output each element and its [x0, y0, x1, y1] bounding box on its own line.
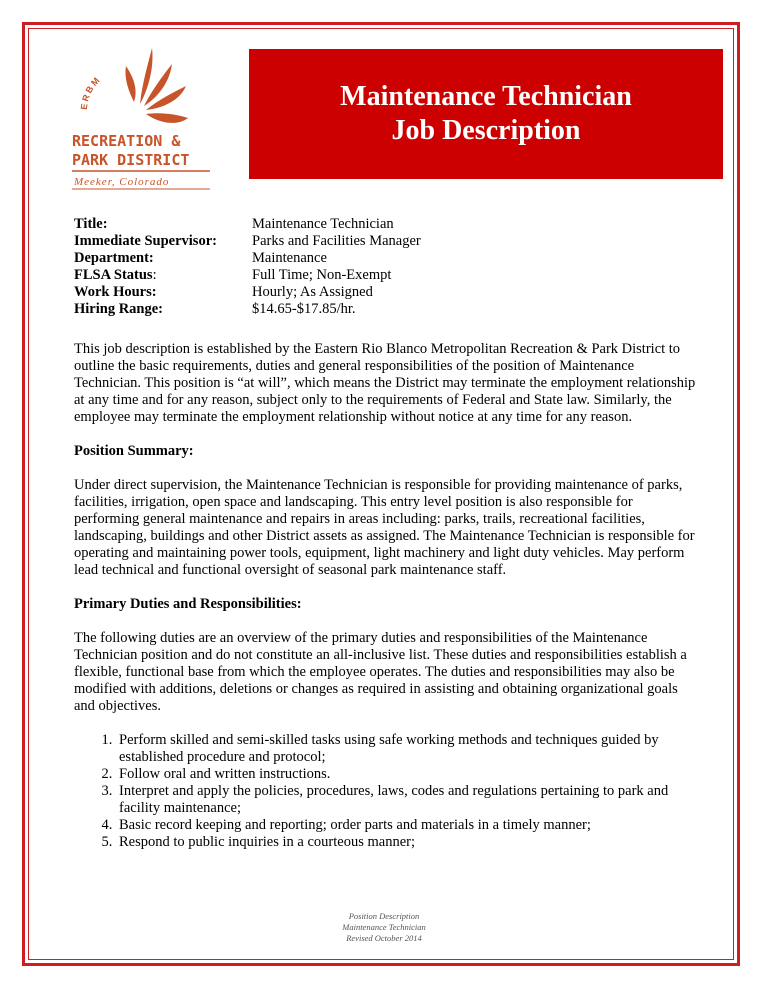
info-row — [74, 233, 421, 250]
info-value: Full Time; Non-Exempt — [252, 267, 392, 283]
summary-heading: Position Summary: — [74, 443, 194, 459]
logo-line2: PARK DISTRICT — [72, 151, 190, 169]
info-row — [74, 301, 421, 318]
info-value: Parks and Facilities Manager — [252, 233, 421, 249]
info-label: FLSA Status: — [74, 267, 157, 283]
info-label: Title: — [74, 216, 108, 232]
footer-line2: Maintenance Technician — [342, 922, 426, 932]
info-row — [74, 216, 421, 233]
info-value: Hourly; As Assigned — [252, 284, 373, 300]
list-item: 3. Interpret and apply the policies, procedures, laws, codes and regulations pertaining to park and facility maintenance; — [116, 783, 696, 817]
info-row — [74, 284, 421, 301]
title-line2: Job Description — [391, 115, 581, 146]
summary-paragraph: Under direct supervision, the Maintenance Technician is responsible for providing maintenance of parks, facilities, irrigation, open space and landscaping. This entry level position is also responsible for performing general maintenance and repairs in areas including: parks, trails, recreational facilities, landscaping, buildings and other District assets as assigned. The Maintenance Technician is responsible for operating and maintaining power tools, equipment, light machinery and light duty vehicles. May perform lead technical and functional oversight of seasonal park maintenance staff. — [74, 477, 695, 578]
list-item: 4. Basic record keeping and reporting; order parts and materials in a timely manner; — [116, 817, 696, 834]
footer-line1: Position Description — [348, 911, 420, 921]
list-item: 2. Follow oral and written instructions. — [116, 766, 696, 783]
info-value: Maintenance Technician — [252, 216, 394, 232]
leaf-icon — [125, 48, 188, 123]
info-value: Maintenance — [252, 250, 327, 266]
duties-list — [74, 732, 696, 851]
list-item: 1. Perform skilled and semi-skilled tasks using safe working methods and techniques guided by established procedure and protocol; — [116, 732, 696, 766]
logo-line1: RECREATION & — [72, 132, 181, 150]
title-banner — [249, 49, 723, 179]
info-value: $14.65-$17.85/hr. — [252, 301, 356, 317]
logo-location: Meeker, Colorado — [74, 176, 170, 188]
list-item: 5. Respond to public inquiries in a courteous manner; — [116, 834, 696, 851]
job-info-table — [74, 216, 421, 318]
info-row — [74, 250, 421, 267]
info-row — [74, 267, 421, 284]
logo-arc-text: ERBM — [78, 74, 103, 111]
info-label: Department: — [74, 250, 154, 266]
info-label: Work Hours: — [74, 284, 157, 300]
title-line1: Maintenance Technician — [340, 81, 632, 112]
document-body — [74, 341, 696, 851]
info-label: Hiring Range: — [74, 301, 164, 317]
page-footer — [0, 911, 768, 944]
footer-line3: Revised October 2014 — [346, 933, 422, 943]
svg-text:ERBM — [79, 74, 103, 110]
intro-paragraph: This job description is established by the Eastern Rio Blanco Metropolitan Recreation & Park District to outline the basic requirements, duties and general responsibilities of the position of Maintenance Technician. This position is “at will”, which means the District may terminate the employment relationship at any time and for any reason, subject only to the requirements of Federal and State law. Similarly, the employee may terminate the employment relationship without notice at any time for any reason. — [74, 341, 696, 425]
district-logo — [60, 44, 215, 194]
duties-heading: Primary Duties and Responsibilities: — [74, 596, 302, 612]
info-label: Immediate Supervisor: — [74, 233, 217, 249]
duties-paragraph: The following duties are an overview of the primary duties and responsibilities of the Maintenance Technician position and do not constitute an all-inclusive list. These duties and responsibilities establish a flexible, functional base from which the employee operates. The duties and responsibilities may also be modified with additions, deletions or changes as required in assisting and obtaining organizational goals and objectives. — [74, 630, 687, 714]
